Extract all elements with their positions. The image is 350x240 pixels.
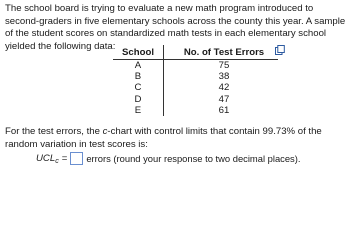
question-prefix: For the test errors, the: [5, 126, 103, 137]
column-header-errors: No. of Test Errors: [164, 45, 279, 60]
ucl-subscript: c: [55, 157, 59, 165]
table-row: [113, 71, 278, 82]
question-suffix: -chart with control limits that contain 99.73% of the random variation in test scores is:: [5, 126, 322, 150]
table-header-row: [113, 45, 278, 60]
cell-school: C: [113, 82, 164, 93]
copy-icon[interactable]: [275, 45, 285, 55]
cell-errors: 61: [218, 104, 230, 116]
cell-school: A: [113, 60, 164, 72]
cell-school: B: [113, 71, 164, 82]
question-text: [5, 126, 347, 151]
table-row: [113, 82, 278, 93]
ucl-label: UCL: [36, 152, 56, 164]
copy-icon-graphic: [275, 45, 285, 55]
table-row: [113, 60, 278, 72]
table-row: [113, 94, 278, 105]
cell-school: E: [113, 105, 164, 116]
cell-errors: 38: [218, 71, 230, 83]
ucl-answer-input[interactable]: [70, 152, 83, 165]
equals-sign: =: [61, 152, 68, 164]
question-italic-c: c: [102, 126, 108, 137]
problem-intro: The school board is trying to evaluate a new math program introduced to second-graders in five elementary schools across the county this year. A sample of the student scores on standardized math tests in each elementary school yielded the following data:: [5, 3, 346, 52]
cell-errors: 75: [218, 60, 230, 71]
cell-errors: 47: [218, 93, 230, 105]
answer-row: [36, 150, 300, 166]
table-row: [113, 105, 278, 116]
data-table: [113, 45, 278, 116]
cell-school: D: [113, 94, 164, 105]
answer-hint: errors (round your response to two decimal places).: [86, 152, 301, 164]
column-header-school: School: [113, 45, 164, 60]
cell-errors: 42: [218, 82, 230, 94]
